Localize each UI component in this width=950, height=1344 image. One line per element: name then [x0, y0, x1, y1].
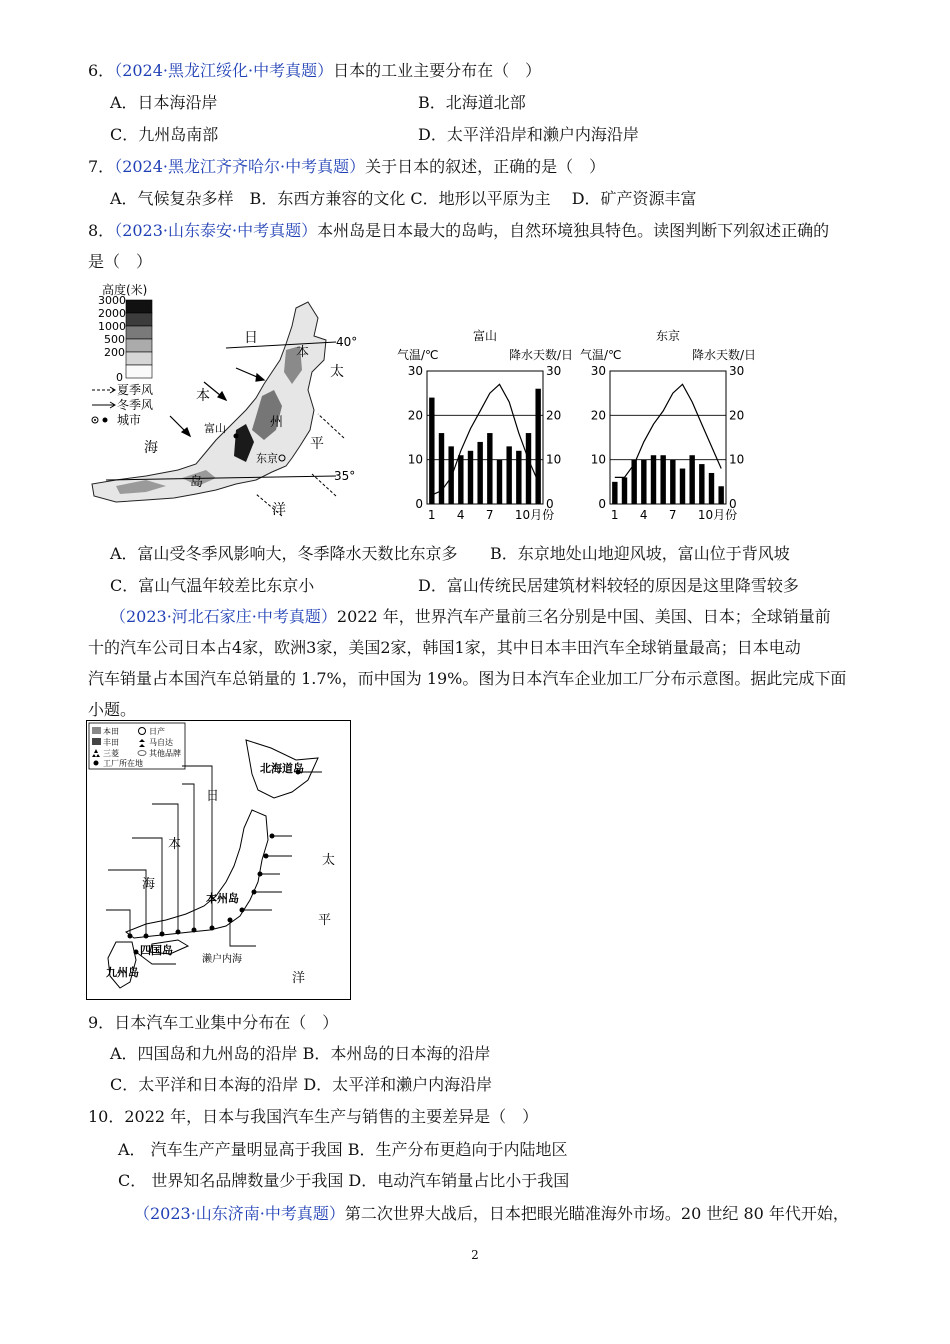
- map2-label-ben: 本: [168, 837, 182, 852]
- chart-xtick: 1: [427, 508, 436, 522]
- precip-bar: [641, 460, 646, 504]
- passage-source: （2023·河北石家庄·中考真题）: [110, 607, 337, 626]
- precip-bar: [439, 433, 444, 504]
- q10-stem: [88, 1106, 538, 1128]
- chart-ytick-right: 20: [546, 408, 562, 423]
- passage-line-2: 十的汽车公司日本占4家，欧洲3家，美国2家，韩国1家，其中日本丰田汽车全球销量最高；日本电动: [88, 638, 801, 657]
- chart-ytick-right: 0: [546, 497, 554, 511]
- chart-ytick-left: 30: [590, 364, 606, 378]
- q6-option-a: A．日本海沿岸: [110, 93, 218, 112]
- q10-number: 10．: [88, 1107, 125, 1126]
- map1-legend-title: 高度(米): [102, 283, 148, 297]
- precip-bar: [689, 455, 694, 504]
- precip-bar: [497, 460, 502, 504]
- precip-bar: [670, 460, 675, 504]
- elevation-legend: [98, 294, 152, 384]
- q10-options-ab: A． 汽车生产产量明显高于我国 B．生产分布更趋向于内陆地区: [118, 1140, 568, 1159]
- chart-xtick: 4: [639, 508, 648, 522]
- precip-bar: [429, 398, 434, 504]
- q8-text: 本州岛是日本最大的岛屿，自然环境独具特色。读图判断下列叙述正确的: [317, 221, 830, 240]
- chart-xtick: 10月份: [697, 508, 738, 522]
- q8-source: （2023·山东泰安·中考真题）: [114, 221, 318, 240]
- precip-bar: [477, 442, 482, 504]
- q6-stem: [88, 60, 541, 82]
- chart-ytick-right: 30: [729, 364, 745, 378]
- precip-bar: [680, 469, 685, 504]
- map2-seto-label: 濑户内海: [202, 954, 242, 965]
- precip-bar: [468, 451, 473, 504]
- page-number: 2: [471, 1248, 479, 1262]
- chart-xtick: 7: [485, 508, 494, 522]
- q9-text: 日本汽车工业集中分布在（ ）: [114, 1013, 339, 1032]
- q8-stem-cont: 是（ ）: [88, 252, 153, 271]
- map1-label-zhou: 州: [270, 415, 284, 430]
- q7-source: （2024·黑龙江齐齐哈尔·中考真题）: [114, 157, 366, 176]
- chart-ytick-left: 20: [407, 408, 423, 423]
- legend-toyota: 丰田: [103, 738, 119, 747]
- q8-stem: [88, 220, 829, 242]
- passage-line-1: [110, 606, 831, 628]
- precip-bar: [622, 477, 627, 504]
- q10-text: 2022 年，日本与我国汽车生产与销售的主要差异是（ ）: [124, 1107, 539, 1126]
- toyama-climate-chart: [395, 326, 575, 526]
- map1-label-hai: 海: [144, 440, 158, 456]
- q8-option-d: D．富山传统民居建筑材料较轻的原因是这里降雪较多: [418, 576, 799, 595]
- temperature-line: [615, 384, 721, 477]
- q7-text: 关于日本的叙述，正确的是（ ）: [365, 157, 606, 176]
- latitude-35-label: 35°: [334, 469, 356, 483]
- q6-number: 6．: [88, 61, 115, 80]
- chart-xtick: 7: [668, 508, 677, 522]
- chart-ytick-left: 10: [407, 452, 423, 467]
- passage2-line: [134, 1203, 849, 1225]
- tokyo-label: 东京: [256, 452, 278, 465]
- legend-winter-wind: 冬季风: [117, 398, 154, 412]
- q10-options-cd: C． 世界知名品牌数量少于我国 D．电动汽车销量占比小于我国: [118, 1171, 570, 1190]
- map2-kyushu-label: 九州岛: [106, 966, 139, 979]
- latitude-40-label: 40°: [336, 335, 358, 349]
- precip-bar: [526, 433, 531, 504]
- precip-bar: [709, 473, 714, 504]
- chart-xtick: 1: [610, 508, 619, 522]
- q7-options: A．气候复杂多样 B．东西方兼容的文化 C．地形以平原为主 D．矿产资源丰富: [110, 189, 697, 208]
- toyama-city-marker: [234, 434, 239, 439]
- legend-factory: 工厂所在地: [103, 759, 143, 768]
- passage2-text: 第二次世界大战后，日本把眼光瞄准海外市场。20 世纪 80 年代开始，: [344, 1204, 849, 1223]
- map2-label-tai: 太: [322, 853, 336, 868]
- passage-line-4: 小题。: [88, 700, 137, 719]
- chart-ytick-left: 0: [598, 497, 606, 511]
- honshu-relief-map: [86, 280, 386, 525]
- chart-xtick: 10月份: [514, 508, 555, 522]
- chart-xtick: 4: [456, 508, 465, 522]
- q9-options-cd: C．太平洋和日本海的沿岸 D．太平洋和濑户内海沿岸: [110, 1075, 493, 1094]
- map2-shikoku-label: 四国岛: [140, 944, 173, 957]
- precip-bar: [651, 455, 656, 504]
- toyama-label: 富山: [204, 422, 226, 435]
- chart-ytick-left: 30: [407, 364, 423, 378]
- legend-honda: 本田: [103, 727, 119, 736]
- map1-label-tai: 太: [330, 364, 344, 380]
- legend-mazda: 马自达: [149, 738, 173, 747]
- chart-ytick-right: 20: [729, 408, 745, 423]
- q7-number: 7．: [88, 157, 115, 176]
- precip-bar: [458, 455, 463, 504]
- legend-level-2000: 2000: [98, 307, 126, 320]
- chart-ytick-right: 10: [546, 452, 562, 467]
- chart-frame: [427, 371, 543, 504]
- map1-label-ping: 平: [310, 436, 324, 452]
- legend-city: 城市: [117, 413, 142, 427]
- precip-bar: [487, 433, 492, 504]
- chart-ytick-left: 10: [590, 452, 606, 467]
- precip-bar: [516, 451, 521, 504]
- precip-bar: [506, 446, 511, 504]
- chart-ytick-right: 30: [546, 364, 562, 378]
- precip-bar: [718, 486, 723, 504]
- precip-bar: [448, 446, 453, 504]
- q6-text: 日本的工业主要分布在（ ）: [333, 61, 542, 80]
- q6-option-d: D．太平洋沿岸和濑户内海沿岸: [418, 125, 639, 144]
- chart-ylabel-left: 气温/℃: [397, 348, 439, 362]
- map2-label-ping: 平: [318, 913, 332, 928]
- chart-ytick-right: 10: [729, 452, 745, 467]
- map2-label-yang: 洋: [292, 971, 306, 986]
- chart-ylabel-right: 降水天数/日: [508, 348, 573, 362]
- map1-label-ben: 本: [196, 388, 210, 404]
- chart-title: 东京: [655, 329, 681, 343]
- q6-option-c: C．九州岛南部: [110, 125, 219, 144]
- passage-line-3: 汽车销量占本国汽车总销量的 1.7%，而中国为 19%。图为日本汽车企业加工厂分布示意图。据此完成下面: [88, 669, 847, 688]
- precip-bar: [612, 482, 617, 504]
- precip-bar: [660, 455, 665, 504]
- map1-label-ben2: 本: [296, 345, 310, 360]
- q9-options-ab: A．四国岛和九州岛的沿岸 B．本州岛的日本海的沿岸: [110, 1044, 491, 1063]
- chart-ylabel-right: 降水天数/日: [691, 348, 756, 362]
- passage2-source: （2023·山东济南·中考真题）: [134, 1204, 345, 1223]
- chart-ylabel-left: 气温/℃: [580, 348, 622, 362]
- map1-label-dao: 岛: [190, 475, 204, 490]
- map1-label-yang: 洋: [272, 502, 286, 518]
- q9-number: 9．: [88, 1013, 115, 1032]
- map2-label-hai: 海: [142, 877, 156, 892]
- q9-stem: [88, 1012, 338, 1034]
- map1-label-ri: 日: [244, 330, 258, 346]
- chart-ytick-right: 0: [729, 497, 737, 511]
- chart-ytick-left: 0: [415, 497, 423, 511]
- q6-source: （2024·黑龙江绥化·中考真题）: [114, 61, 334, 80]
- map2-honshu-label: 本州岛: [206, 892, 239, 905]
- chart-title: 富山: [472, 329, 498, 343]
- tokyo-climate-chart: [578, 326, 758, 526]
- passage-text-1: 2022 年，世界汽车产量前三名分别是中国、美国、日本；全球销量前: [336, 607, 831, 626]
- legend-level-0: 0: [116, 371, 123, 384]
- q8-number: 8．: [88, 221, 115, 240]
- legend-summer-wind: 夏季风: [117, 383, 154, 397]
- q8-option-c: C．富山气温年较差比东京小: [110, 576, 315, 595]
- chart-frame: [610, 371, 726, 504]
- factory-legend: [89, 723, 185, 769]
- car-factory-map: [86, 720, 351, 1000]
- legend-level-500: 500: [104, 333, 125, 346]
- map2-label-ri: 日: [206, 789, 220, 804]
- legend-nissan: 日产: [149, 727, 165, 736]
- q8-option-b: B．东京地处山地迎风坡，富山位于背风坡: [490, 544, 790, 563]
- precip-bar: [699, 464, 704, 504]
- chart-ytick-left: 20: [590, 408, 606, 423]
- q7-stem: [88, 156, 605, 178]
- q8-option-a: A．富山受冬季风影响大，冬季降水天数比东京多: [110, 544, 458, 563]
- legend-level-200: 200: [104, 346, 125, 359]
- legend-others: 其他品牌: [149, 749, 181, 758]
- precip-bar: [535, 389, 540, 504]
- q6-option-b: B．北海道北部: [418, 93, 526, 112]
- legend-mitsubishi: 三菱: [103, 749, 119, 758]
- legend-level-1000: 1000: [98, 320, 126, 333]
- temperature-line: [432, 384, 538, 495]
- legend-level-3000: 3000: [98, 294, 126, 307]
- map2-hokkaido-label: 北海道岛: [260, 762, 304, 775]
